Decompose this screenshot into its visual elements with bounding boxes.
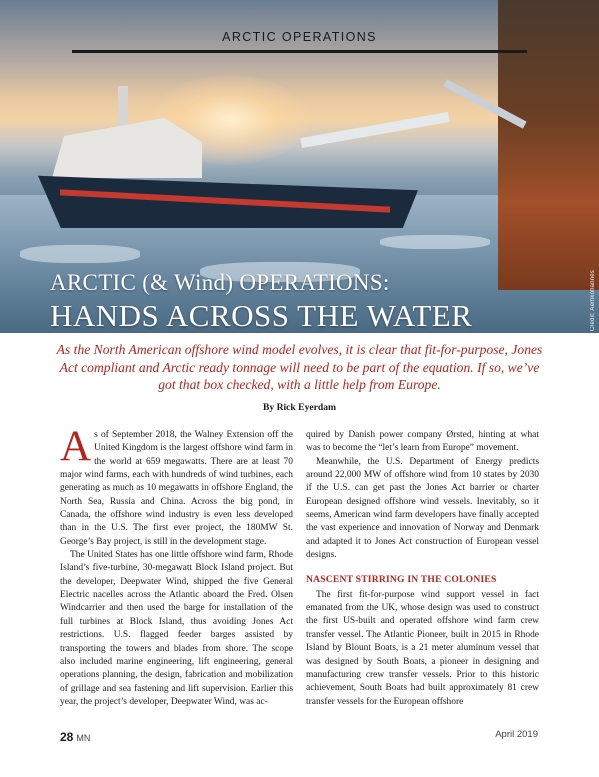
paragraph: The first fit-for-purpose wind support vessel in fact emanated from the UK, whose design was used to construct the first US-built and operated offshore wind farm crew transfer vessel. The Atlantic Pioneer, built in 2015 in Rhode Island by Blount Boats, is a 21 meter aluminum vessel that was designed by South Boats, a pioneer in designing and manufacturing crew transfer vessels. Prior to this historic achievement, South Boats had built approximately 81 crew transfer vessels for the European offshore <box>306 589 539 707</box>
paragraph: quired by Danish power company Ørsted, hinting at what was to become the “let’s learn from Europe” movement. <box>306 430 539 454</box>
body-column-2 <box>306 429 539 709</box>
photo-credit: Credit: Aemkohannes <box>590 270 596 332</box>
headline-line-2: HANDS ACROSS THE WATER <box>50 298 473 333</box>
issue-date: April 2019 <box>495 729 538 740</box>
body-column-1 <box>60 423 293 709</box>
paragraph-text: s of September 2018, the Walney Extension off the United Kingdom is the largest offshore wind farm in the world at 659 megawatts. There are at least 70 major wind farms, each with hundreds of wind turbines, each generating as much as 10 megawatts in offshore England, the North Sea, Russia and China. Across the big pond, in Canada, the offshore wind industry is even less developed than in the U.S. The first ever project, the 180MW St. George’s Bay project, is still in the development stage. <box>60 430 293 547</box>
ship-mast <box>118 86 128 128</box>
ice-floe <box>380 235 490 249</box>
paragraph: Meanwhile, the U.S. Department of Energy predicts around 22,000 MW of offshore wind from 10 states by 2030 if the U.S. can get past the Jones Act barrier or charter European designed offshore wind vessels. Inevitably, so it seems, American wind farm developers have finally accepted the vast experience and innovation of Norway and Denmark and adapted it to Jones Act construction of European vessel designs. <box>306 456 539 561</box>
ice-floe <box>20 245 140 263</box>
section-rule <box>72 50 527 53</box>
section-label: ARCTIC OPERATIONS <box>222 30 377 44</box>
section-subhead: NASCENT STIRRING IN THE COLONIES <box>306 574 497 586</box>
ship-crane <box>300 112 449 148</box>
paragraph <box>60 423 293 549</box>
paragraph: The United States has one little offshore wind farm, Rhode Island’s five-turbine, 30-megawatt Block Island project. But the developer, Deepwater Wind, shipped the five General Electric nacelles across the Atlantic aboard the Fred. Olsen Windcarrier and then used the barge for installation of the full turbines at Block Island, thus avoiding Jones Act restrictions. U.S. flagged feeder barges assisted by transporting the towers and blades from shore. The scope also included marine engineering, lift engineering, general operations planning, the design, fabrication and mobilization of grillage and sea fastening and lift supervision. Earlier this year, the project’s developer, Deepwater Wind, was ac- <box>60 550 293 707</box>
footer-folio <box>60 728 90 746</box>
headline-line-1: ARCTIC (& Wind) OPERATIONS: <box>50 270 390 295</box>
deck-subtitle: As the North American offshore wind model evolves, it is clear that fit-for-purpose, Jones Act compliant and Arctic ready tonnage will need to be part of the equation. If so, we’ve got that box checked, with a little help from Europe. <box>56 342 543 393</box>
drop-cap: A <box>60 423 92 470</box>
page-number: 28 <box>60 730 74 744</box>
magazine-abbrev: MN <box>76 733 91 743</box>
byline: By Rick Eyerdam <box>262 402 337 413</box>
